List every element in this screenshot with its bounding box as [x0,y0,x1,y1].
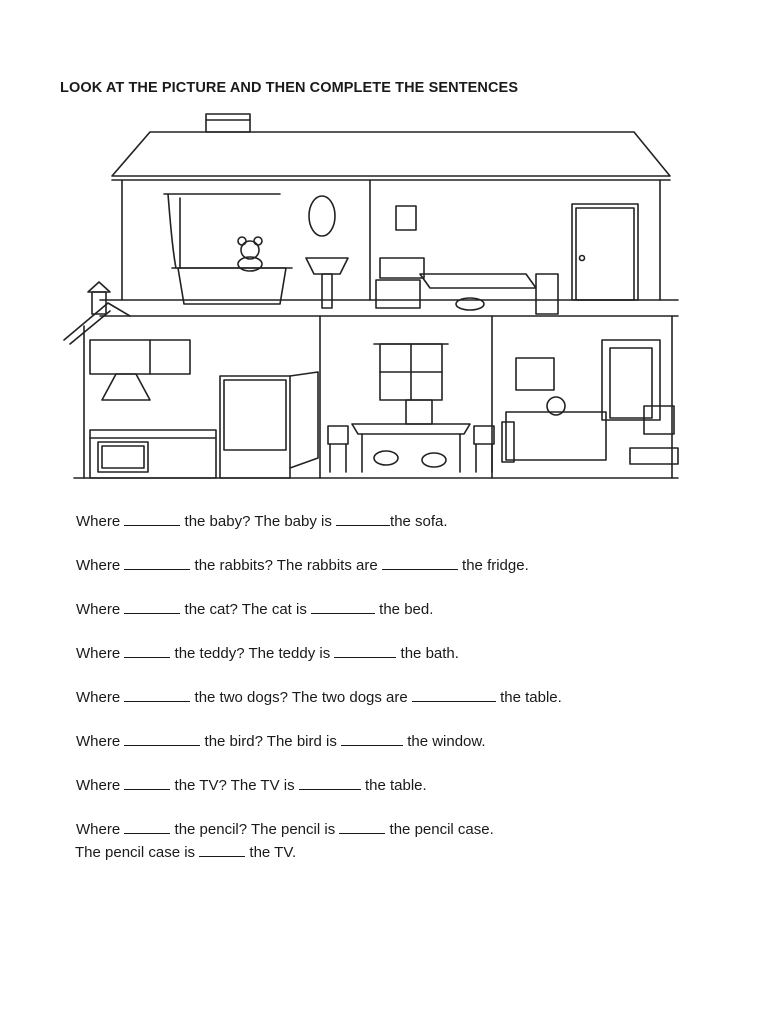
sentence-text: the baby? The baby is [184,513,332,530]
sentence-7 [76,776,427,794]
sentence-text: Where [76,821,121,838]
sentence-1 [76,512,448,530]
answer-blank[interactable] [124,644,170,658]
sentence-text: Where [76,733,121,750]
answer-blank[interactable] [299,776,361,790]
sentence-text: the pencil? The pencil is [174,821,336,838]
sentence-text: the sofa. [390,513,448,530]
sentence-text: Where [76,645,121,662]
answer-blank[interactable] [412,688,496,702]
sentence-text: Where [76,777,121,794]
sentence-text: the table. [500,689,562,706]
answer-blank[interactable] [124,820,170,834]
sentence-text: the table. [364,777,427,794]
sentence-text: the two dogs? The two dogs are [194,689,408,706]
answer-blank[interactable] [341,732,403,746]
house-illustration [60,108,680,488]
answer-blank[interactable] [124,688,190,702]
sentence-text: Where [76,557,121,574]
answer-blank[interactable] [124,732,200,746]
answer-blank[interactable] [334,644,396,658]
answer-blank[interactable] [124,512,180,526]
sentence-text: the bird? The bird is [204,733,337,750]
sentence-text: the TV? The TV is [174,777,295,794]
sentence-6 [76,732,486,750]
sentence-text: The pencil case is [75,844,196,861]
worksheet-title: LOOK AT THE PICTURE AND THEN COMPLETE THE SENTENCES [60,80,519,96]
sentence-8-continued [75,843,296,861]
answer-blank[interactable] [124,556,190,570]
answer-blank[interactable] [199,843,245,857]
sentence-5 [76,688,562,706]
answer-blank[interactable] [382,556,458,570]
sentence-3 [76,600,433,618]
sentence-4 [76,644,459,662]
sentence-text: the fridge. [462,557,529,574]
sentence-text: Where [76,601,121,618]
sentence-text: the teddy? The teddy is [174,645,331,662]
answer-blank[interactable] [124,776,170,790]
answer-blank[interactable] [124,600,180,614]
answer-blank[interactable] [336,512,390,526]
sentence-2 [76,556,529,574]
sentence-text: the TV. [249,844,297,861]
sentence-text: the bath. [400,645,459,662]
sentence-text: the rabbits? The rabbits are [194,557,378,574]
sentence-8 [76,820,494,838]
answer-blank[interactable] [311,600,375,614]
sentence-text: the window. [407,733,486,750]
sentence-text: Where [76,513,121,530]
sentence-text: the pencil case. [389,821,494,838]
sentence-text: Where [76,689,121,706]
sentence-text: the bed. [379,601,434,618]
answer-blank[interactable] [339,820,385,834]
sentence-text: the cat? The cat is [184,601,307,618]
